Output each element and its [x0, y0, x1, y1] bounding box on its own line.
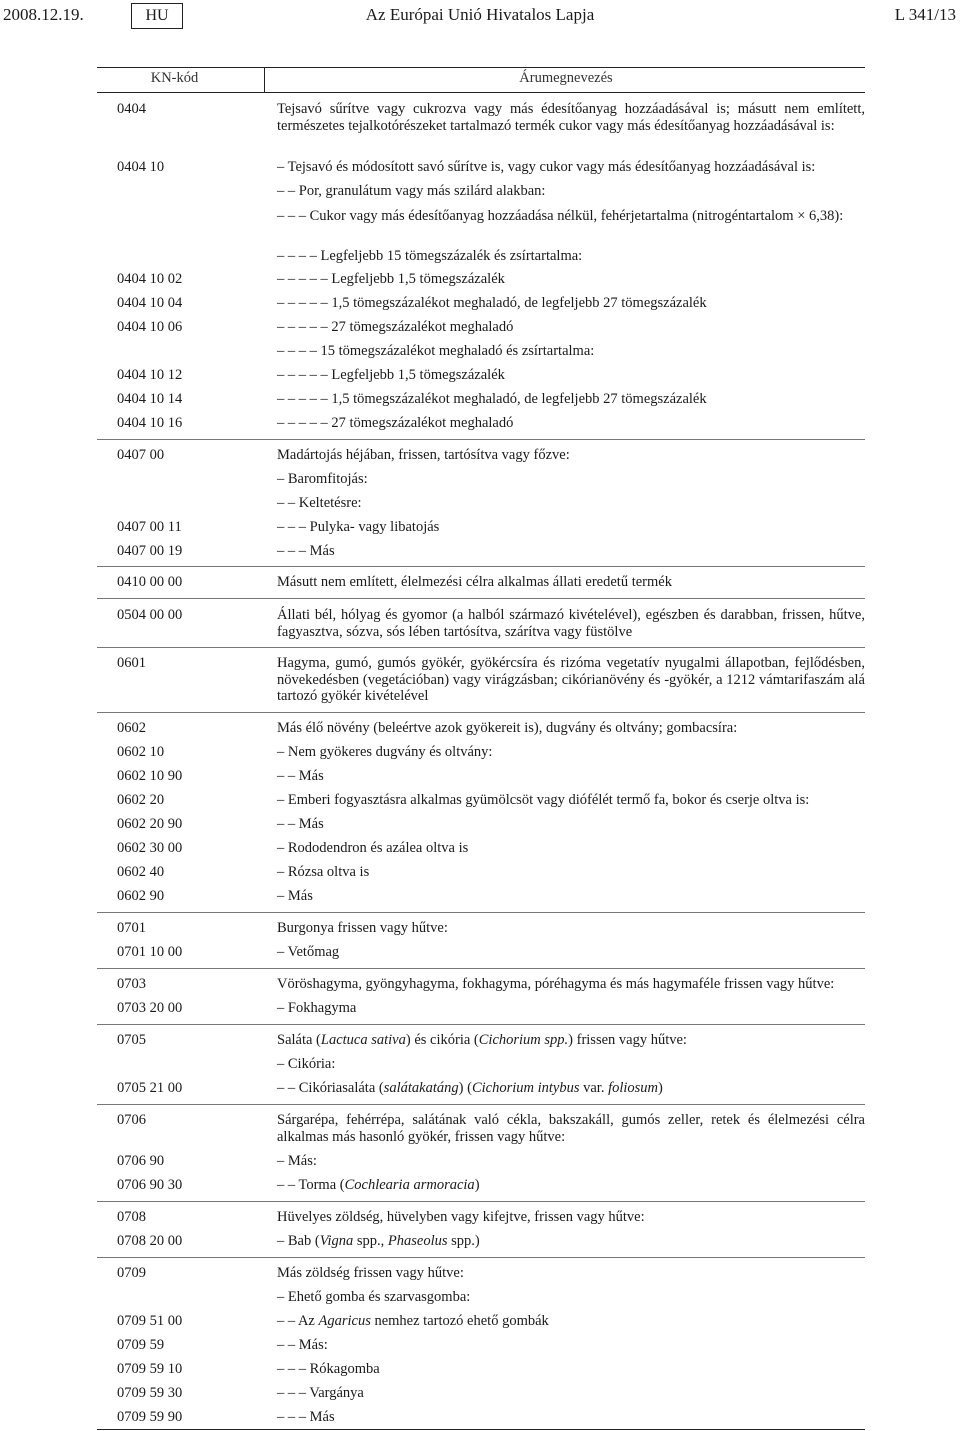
kn-code: 0602 20 — [117, 792, 165, 808]
item-description: – – – Pulyka- vagy libatojás — [277, 519, 440, 535]
item-description: Más zöldség frissen vagy hűtve: — [277, 1265, 464, 1281]
kn-code: 0706 90 — [117, 1153, 165, 1169]
language-badge: HU — [131, 3, 183, 29]
kn-code: 0706 — [117, 1112, 146, 1128]
item-description: – – – Cukor vagy más édesítőanyag hozzáadása nélkül, fehérjetartalma (nitrogéntartalom × 6,38): — [277, 208, 844, 224]
item-description: Madártojás héjában, frissen, tartósítva vagy főzve: — [277, 447, 570, 463]
kn-code: 0404 10 — [117, 159, 165, 175]
kn-code: 0705 21 00 — [117, 1080, 183, 1096]
group-separator — [97, 1024, 865, 1025]
item-description: – – – – 15 tömegszázalékot meghaladó és zsírtartalma: — [277, 343, 595, 359]
kn-code: 0404 10 02 — [117, 271, 183, 287]
item-description: – – – Vargánya — [277, 1385, 364, 1401]
item-description: Másutt nem említett, élelmezési célra alkalmas állati eredetű termék — [277, 574, 672, 590]
item-description: – – – Más — [277, 543, 335, 559]
kn-code: 0407 00 — [117, 447, 165, 463]
kn-code: 0404 10 06 — [117, 319, 183, 335]
group-separator — [97, 912, 865, 913]
kn-code: 0404 10 04 — [117, 295, 183, 311]
item-description: – Ehető gomba és szarvasgomba: — [277, 1289, 471, 1305]
item-description: Burgonya frissen vagy hűtve: — [277, 920, 448, 936]
item-description: Vöröshagyma, gyöngyhagyma, fokhagyma, póréhagyma és más hagymaféle frissen vagy hűtve: — [277, 976, 835, 992]
kn-code: 0602 10 — [117, 744, 165, 760]
kn-code: 0407 00 19 — [117, 543, 183, 559]
kn-code: 0701 10 00 — [117, 944, 183, 960]
kn-code: 0709 — [117, 1265, 146, 1281]
item-description: – – – – – 27 tömegszázalékot meghaladó — [277, 415, 514, 431]
kn-code: 0404 — [117, 101, 146, 117]
kn-code: 0602 10 90 — [117, 768, 183, 784]
item-description: – – Keltetésre: — [277, 495, 362, 511]
kn-code: 0708 20 00 — [117, 1233, 183, 1249]
page-number: L 341/13 — [894, 5, 956, 24]
kn-code: 0407 00 11 — [117, 519, 182, 535]
kn-code: 0602 20 90 — [117, 816, 183, 832]
kn-code: 0504 00 00 — [117, 607, 183, 623]
item-description: – – Por, granulátum vagy más szilárd alakban: — [277, 183, 546, 199]
page-header — [0, 0, 960, 34]
item-description: Sárgarépa, fehérrépa, salátának való cékla, bakszakáll, gumós zeller, retek és élelmezési célra alkalmas más hasonló gyökér, frissen vagy hűtve: — [277, 1112, 865, 1145]
item-description: – – Más — [277, 816, 324, 832]
group-separator — [97, 968, 865, 969]
group-separator — [97, 566, 865, 567]
kn-code: 0410 00 00 — [117, 574, 183, 590]
kn-code: 0706 90 30 — [117, 1177, 183, 1193]
item-description: – Tejsavó és módosított savó sűrítve is, vagy cukor vagy más édesítőanyag hozzáadásával is: — [277, 159, 816, 175]
item-description: – Más: — [277, 1153, 317, 1169]
item-description: – Bab (Vigna spp., Phaseolus spp.) — [277, 1233, 480, 1249]
kn-code: 0602 90 — [117, 888, 165, 904]
item-description: – Nem gyökeres dugvány és oltvány: — [277, 744, 493, 760]
item-description: – – – – – Legfeljebb 1,5 tömegszázalék — [277, 271, 505, 287]
item-description: Tejsavó sűrítve vagy cukrozva vagy más édesítőanyag hozzáadásával is; másutt nem említett, természetes tejalkotórészeket tartalmazó termék cukor vagy más édesítőanyag hozzáadásával is: — [277, 101, 865, 134]
kn-code: 0709 59 30 — [117, 1385, 183, 1401]
kn-code: 0709 59 — [117, 1337, 165, 1353]
item-description: – Vetőmag — [277, 944, 340, 960]
kn-code: 0708 — [117, 1209, 146, 1225]
item-description: – – Más — [277, 768, 324, 784]
item-description: Más élő növény (beleértve azok gyökereit is), dugvány és oltvány; gombacsíra: — [277, 720, 738, 736]
item-description: – – – – – 1,5 tömegszázalékot meghaladó, de legfeljebb 27 tömegszázalék — [277, 391, 707, 407]
group-separator — [97, 1201, 865, 1202]
item-description: – – – – – 27 tömegszázalékot meghaladó — [277, 319, 514, 335]
group-separator — [97, 712, 865, 713]
kn-code: 0709 59 10 — [117, 1361, 183, 1377]
item-description: Hüvelyes zöldség, hüvelyben vagy kifejtve, frissen vagy hűtve: — [277, 1209, 645, 1225]
item-description: Hagyma, gumó, gumós gyökér, gyökércsíra és rizóma vegetatív nyugalmi állapotban, fejlődésben, növekedésben (vegetációban) vagy virágzásban; cikórianövény és -gyökér, a 1212 vámtarifaszám alá tartozó gyökér kivételével — [277, 655, 865, 704]
kn-code: 0602 40 — [117, 864, 165, 880]
group-separator — [97, 598, 865, 599]
kn-code: 0602 30 00 — [117, 840, 183, 856]
kn-code: 0404 10 16 — [117, 415, 183, 431]
item-description: – Rózsa oltva is — [277, 864, 370, 880]
item-description: – – – Rókagomba — [277, 1361, 380, 1377]
group-separator — [97, 1104, 865, 1105]
item-description: – Cikória: — [277, 1056, 336, 1072]
item-description: – Más — [277, 888, 313, 904]
kn-code: 0404 10 12 — [117, 367, 183, 383]
item-description: – – Más: — [277, 1337, 328, 1353]
item-description: – – Cikóriasaláta (salátakatáng) (Cichorium intybus var. foliosum) — [277, 1080, 663, 1096]
item-description: – Fokhagyma — [277, 1000, 357, 1016]
item-description: – – – – Legfeljebb 15 tömegszázalék és zsírtartalma: — [277, 248, 583, 264]
item-description: Saláta (Lactuca sativa) és cikória (Cichorium spp.) frissen vagy hűtve: — [277, 1032, 687, 1048]
column-header-description: Árumegnevezés — [519, 70, 613, 86]
kn-code: 0601 — [117, 655, 146, 671]
kn-code: 0703 — [117, 976, 146, 992]
item-description: – Emberi fogyasztásra alkalmas gyümölcsöt vagy diófélét termő fa, bokor és cserje oltva is: — [277, 792, 810, 808]
kn-code: 0705 — [117, 1032, 146, 1048]
column-divider — [264, 67, 265, 92]
kn-code: 0709 59 90 — [117, 1409, 183, 1425]
journal-title: Az Európai Unió Hivatalos Lapja — [365, 5, 595, 24]
kn-code: 0701 — [117, 920, 146, 936]
group-separator — [97, 1257, 865, 1258]
column-header-code: KN-kód — [150, 70, 199, 86]
item-description: Állati bél, hólyag és gyomor (a halból származó kivételével), egészben és darabban, frissen, hűtve, fagyasztva, sózva, sós lében tartósítva, szárítva vagy füstölve — [277, 607, 865, 640]
group-separator — [97, 439, 865, 440]
kn-code: 0709 51 00 — [117, 1313, 183, 1329]
item-description: – – – – – 1,5 tömegszázalékot meghaladó, de legfeljebb 27 tömegszázalék — [277, 295, 707, 311]
kn-code: 0703 20 00 — [117, 1000, 183, 1016]
item-description: – – Az Agaricus nemhez tartozó ehető gombák — [277, 1313, 549, 1329]
group-separator — [97, 647, 865, 648]
item-description: – Rododendron és azálea oltva is — [277, 840, 469, 856]
item-description: – – Torma (Cochlearia armoracia) — [277, 1177, 480, 1193]
item-description: – – – – – Legfeljebb 1,5 tömegszázalék — [277, 367, 505, 383]
publication-date: 2008.12.19. — [3, 5, 84, 24]
table-header — [97, 70, 865, 92]
kn-code: 0404 10 14 — [117, 391, 183, 407]
header-rule — [97, 92, 865, 93]
item-description: – – – Más — [277, 1409, 335, 1425]
item-description: – Baromfitojás: — [277, 471, 368, 487]
kn-code: 0602 — [117, 720, 146, 736]
